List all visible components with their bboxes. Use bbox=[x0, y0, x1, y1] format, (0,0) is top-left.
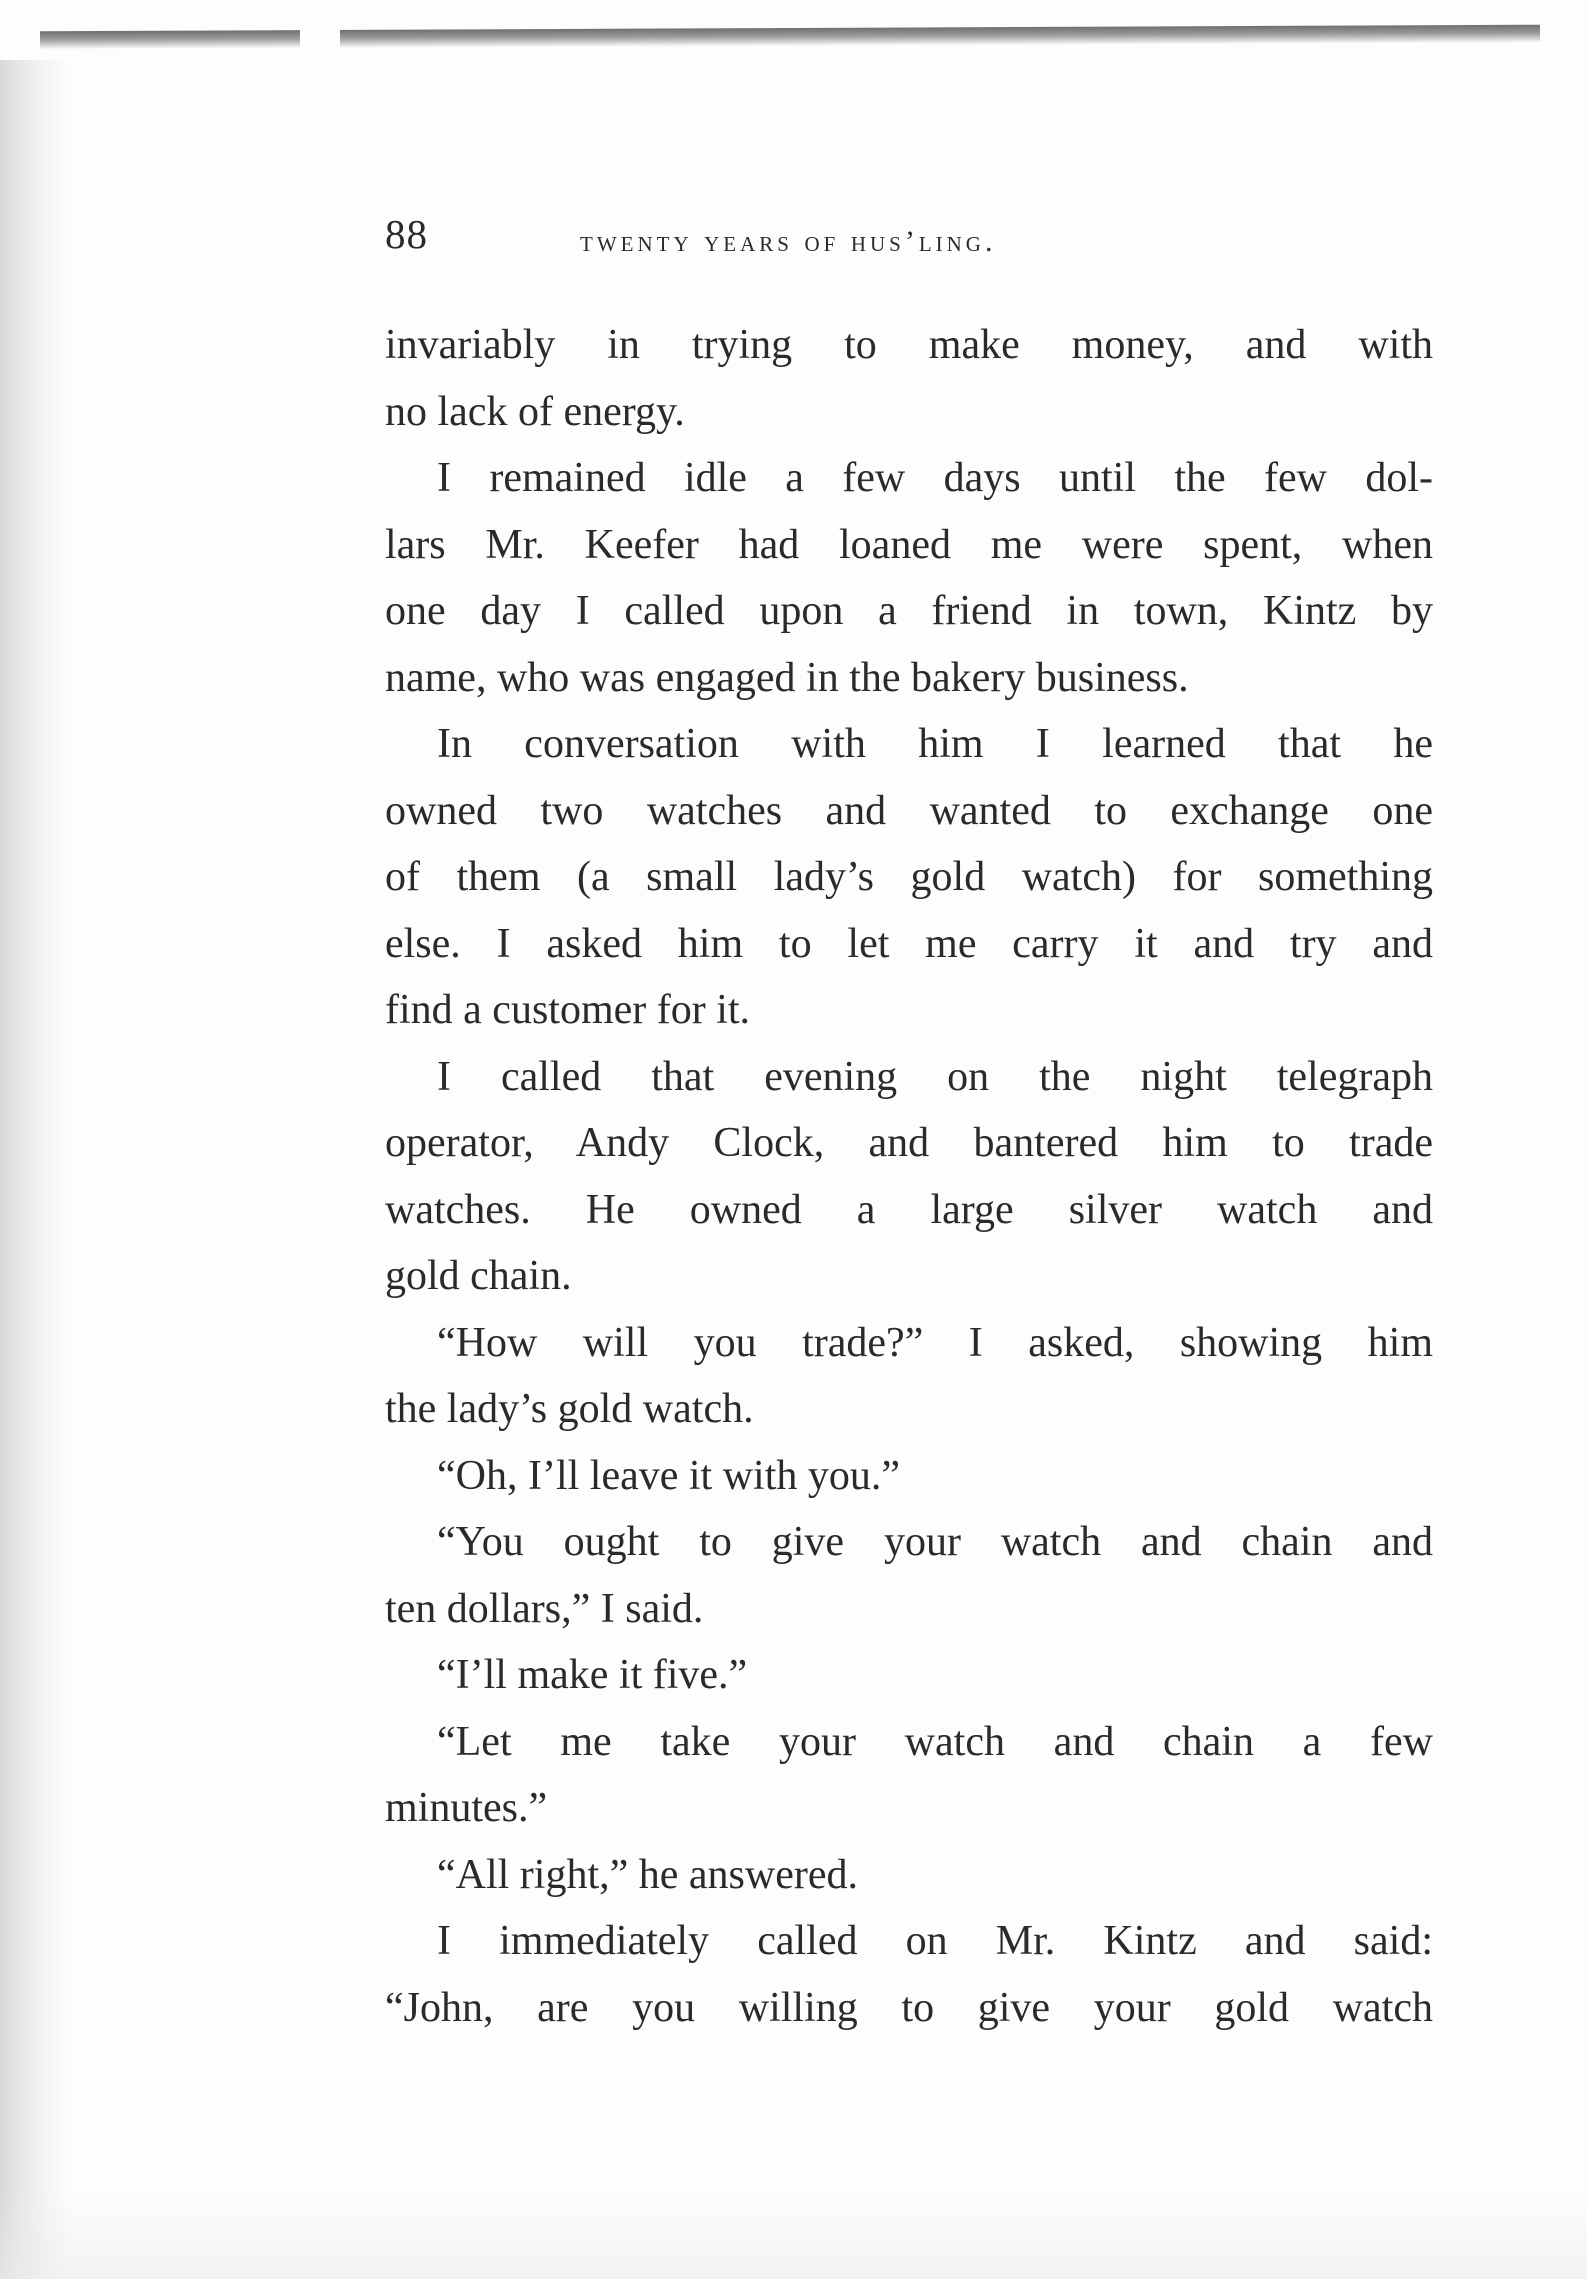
text-line: name, who was engaged in the bakery business. bbox=[385, 654, 1189, 701]
text-line: minutes.” bbox=[385, 1785, 548, 1831]
scan-edge-bottom bbox=[0, 2190, 1587, 2279]
page-header bbox=[385, 210, 1385, 270]
text-line: gold chain. bbox=[385, 1253, 572, 1299]
scan-edge-top bbox=[40, 25, 1540, 50]
text-line: “John, are you willing to give your gold watch bbox=[385, 1984, 1433, 2031]
text-line: “I’ll make it five.” bbox=[437, 1652, 748, 1698]
binding-shadow bbox=[0, 60, 70, 2279]
text-line: else. I asked him to let me carry it and try and bbox=[385, 920, 1433, 967]
text-line: I immediately called on Mr. Kintz and said: bbox=[437, 1918, 1433, 1964]
page-number: 88 bbox=[385, 211, 428, 257]
text-line: invariably in trying to make money, and with bbox=[385, 322, 1433, 368]
text-line: one day I called upon a friend in town, Kintz by bbox=[385, 588, 1433, 634]
text-line: no lack of energy. bbox=[385, 388, 685, 435]
text-line: “Oh, I’ll leave it with you.” bbox=[437, 1452, 901, 1499]
text-line: the lady’s gold watch. bbox=[385, 1386, 754, 1432]
text-line: ten dollars,” I said. bbox=[385, 1585, 704, 1632]
text-line: “Let me take your watch and chain a few bbox=[437, 1718, 1433, 1765]
text-line: watches. He owned a large silver watch and bbox=[385, 1186, 1433, 1233]
scan-edge-gap bbox=[300, 26, 340, 56]
text-line: “How will you trade?” I asked, showing him bbox=[437, 1319, 1433, 1366]
running-head: twenty years of hus’ling. bbox=[580, 225, 997, 258]
text-line: operator, Andy Clock, and bantered him to trade bbox=[385, 1120, 1433, 1166]
text-line: I called that evening on the night telegraph bbox=[437, 1053, 1433, 1100]
text-line: find a customer for it. bbox=[385, 987, 751, 1033]
text-line: owned two watches and wanted to exchange one bbox=[385, 787, 1433, 834]
text-line: lars Mr. Keefer had loaned me were spent, when bbox=[385, 521, 1433, 568]
text-line: In conversation with him I learned that he bbox=[437, 721, 1433, 767]
text-line: I remained idle a few days until the few dol- bbox=[437, 455, 1433, 501]
body-text bbox=[385, 312, 1433, 2041]
text-line: “You ought to give your watch and chain and bbox=[437, 1519, 1433, 1565]
text-line: “All right,” he answered. bbox=[437, 1851, 859, 1898]
text-line: of them (a small lady’s gold watch) for something bbox=[385, 854, 1433, 900]
